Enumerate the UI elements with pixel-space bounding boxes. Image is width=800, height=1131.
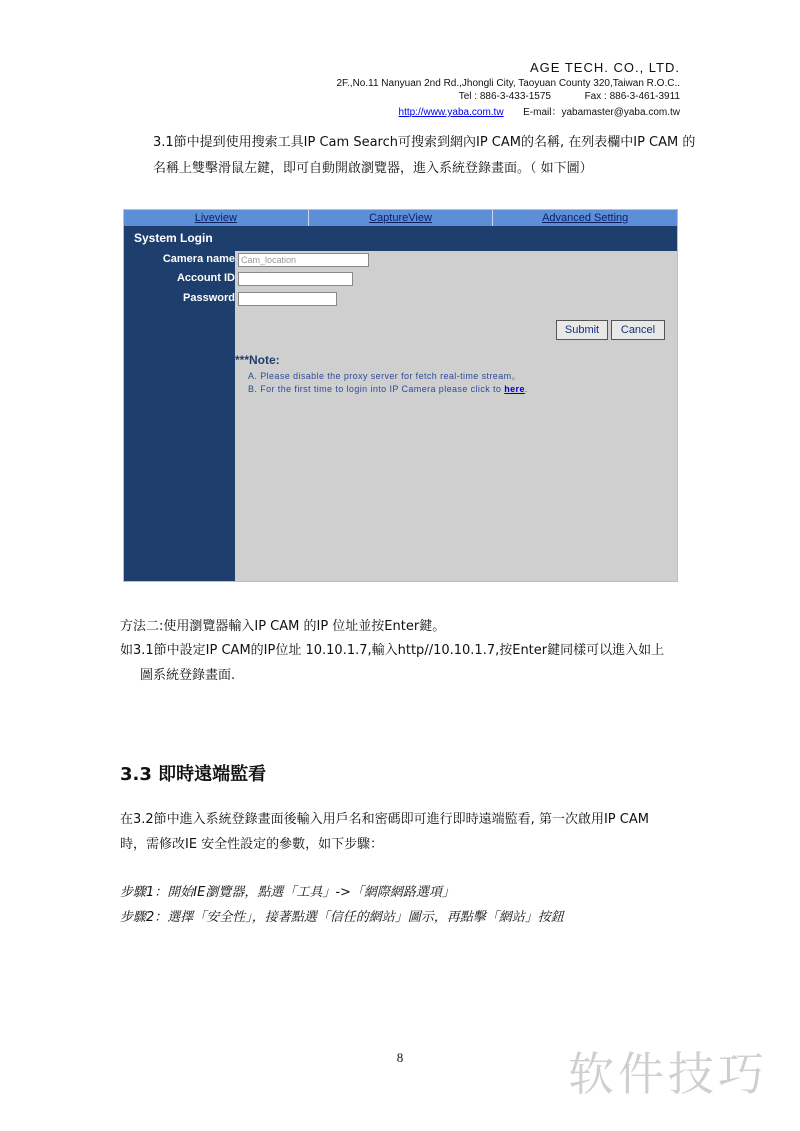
- submit-button[interactable]: Submit: [556, 320, 608, 340]
- step-1: 步驟1：開始IE瀏覽器，點選「工具」->「網際網路選項」: [120, 885, 455, 900]
- tel-number: Tel : 886-3-433-1575: [458, 91, 551, 102]
- cancel-button[interactable]: Cancel: [611, 320, 665, 340]
- account-id-input[interactable]: [238, 272, 353, 286]
- note-b-text: B. For the first time to login into IP Camera please click to: [248, 384, 502, 394]
- login-title: System Login: [134, 231, 213, 245]
- note-a: A. Please disable the proxy server for fetch real-time stream。: [248, 371, 521, 381]
- password-label: Password: [183, 292, 235, 304]
- camera-name-label: Camera name: [162, 253, 235, 265]
- method2-line-3: 圖系統登錄畫面.: [140, 668, 236, 683]
- page-number: 8: [396, 1050, 404, 1065]
- tab-advanced-setting[interactable]: Advanced Setting: [542, 212, 629, 224]
- password-input[interactable]: [238, 292, 337, 306]
- note-b: [248, 384, 528, 394]
- intro-line-1: 3.1節中提到使用搜索工具IP Cam Search可搜索到網內IP CAM的名稱, 在列表欄中IP CAM 的: [153, 135, 696, 150]
- tab-captureview[interactable]: CaptureView: [309, 210, 494, 226]
- section-line-1: 在3.2節中進入系統登錄畫面後輸入用戶名和密碼即可進行即時遠端監看, 第一次啟用IP CAM: [120, 812, 649, 827]
- company-name: AGE TECH. CO., LTD.: [530, 60, 680, 75]
- method2-line-1: 方法二:使用瀏覽器輸入IP CAM 的IP 位址並按Enter鍵。: [120, 619, 446, 634]
- account-id-label: Account ID: [176, 272, 235, 284]
- section-line-2: 時，需修改IE 安全性設定的參數，如下步驟：: [120, 837, 384, 852]
- camera-name-input[interactable]: Cam_location: [238, 253, 369, 267]
- method2-line-2: 如3.1節中設定IP CAM的IP位址 10.10.1.7,輸入http//10.10.1.7,按Enter鍵同樣可以進入如上: [120, 643, 665, 658]
- nav-tabs: [124, 210, 677, 226]
- step-2: 步驟2：選擇「安全性」，接著點選「信任的網站」圖示，再點擊「網站」按鈕: [120, 910, 564, 925]
- login-screenshot: [123, 209, 678, 582]
- note-b-end: .: [524, 384, 528, 394]
- contact-web: [399, 103, 680, 118]
- here-link[interactable]: here: [504, 384, 525, 394]
- note-title: ***Note:: [235, 353, 280, 367]
- tab-liveview[interactable]: Liveview: [124, 210, 309, 226]
- intro-line-2: 名稱上雙擊滑鼠左鍵，即可自動開啟瀏覽器，進入系統登錄畫面。（ 如下圖）: [153, 161, 593, 176]
- section-heading: 3.3 即時遠端監看: [120, 764, 267, 785]
- email-address: E-mail：yabamaster@yaba.com.tw: [523, 107, 680, 118]
- fax-number: Fax : 886-3-461-3911: [584, 91, 680, 102]
- company-address: 2F.,No.11 Nanyuan 2nd Rd.,Jhongli City, Taoyuan County 320,Taiwan R.O.C..: [336, 78, 680, 89]
- watermark-text: 软件技巧: [568, 1047, 768, 1101]
- website-link[interactable]: http://www.yaba.com.tw: [398, 107, 504, 118]
- contact-phones: [459, 91, 680, 102]
